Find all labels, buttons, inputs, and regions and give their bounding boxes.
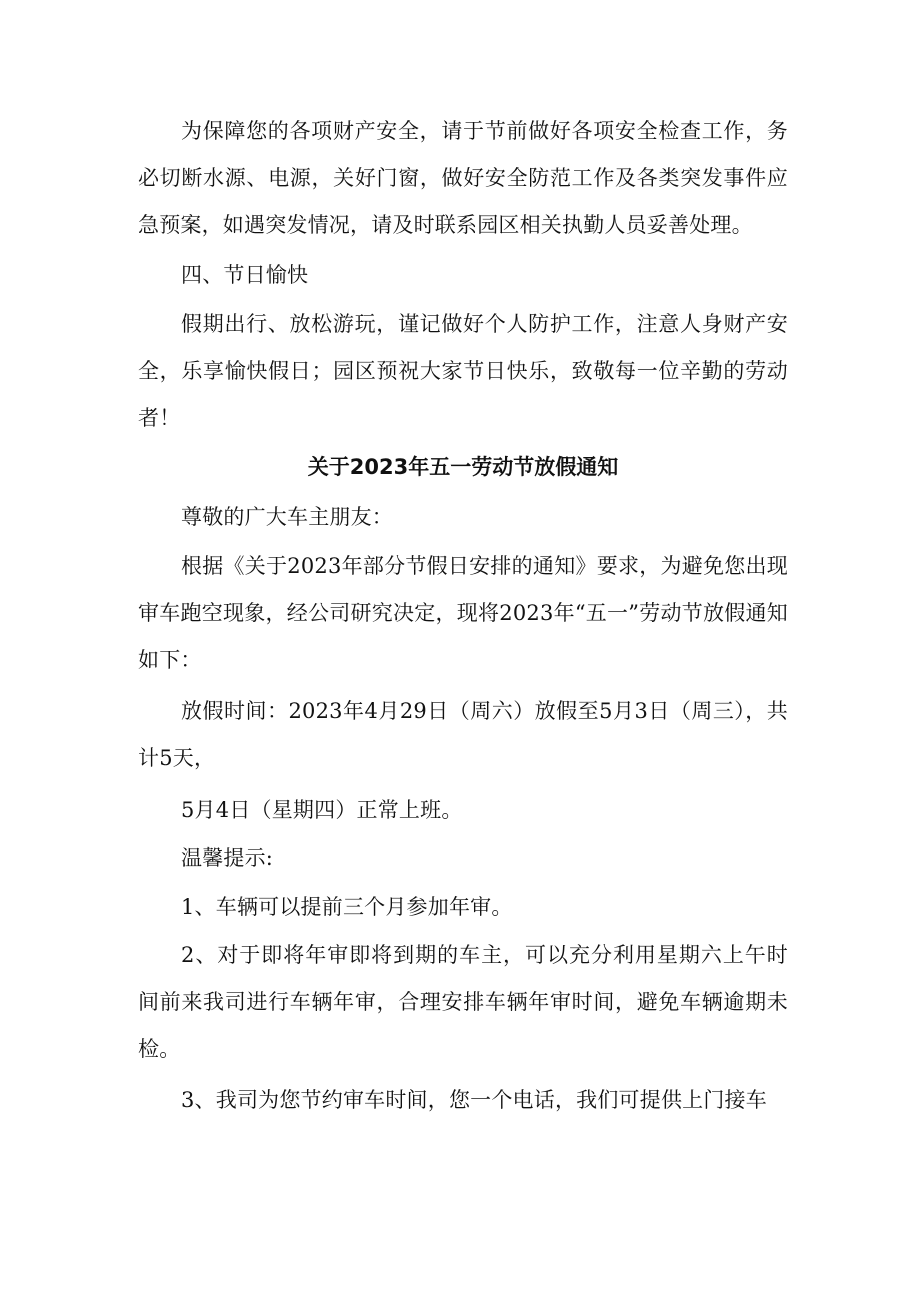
tips-heading: 温馨提示: [181,846,274,870]
notice-title: 关于2023年五一劳动节放假通知 [307,455,619,479]
tip-item: 3、我司为您节约审车时间，您一个电话，我们可提供上门接车 [181,1088,767,1112]
paragraph-safety-check: 为保障您的各项财产安全，请于节前做好各项安全检查工作，务必切断水源、电源，关好门窗，做好安全防范工作及各类突发事件应急预案，如遇突发情况，请及时联系园区相关执勤人员妥善处理。 [138,119,788,237]
paragraph-back-to-work: 5月4日（星期四）正常上班。 [181,798,463,822]
tip-item: 1、车辆可以提前三个月参加年审。 [181,895,513,919]
paragraph-travel-safety: 假期出行、放松游玩，谨记做好个人防护工作，注意人身财产安全，乐享愉快假日；园区预祝大家节日快乐，致敬每一位辛勤的劳动者！ [138,312,788,430]
tip-item: 2、对于即将年审即将到期的车主，可以充分利用星期六上午时间前来我司进行车辆年审，合理安排车辆年审时间，避免车辆逾期未检。 [138,943,788,1061]
section-heading-happy-holiday: 四、节日愉快 [181,263,309,287]
paragraph-holiday-time: 放假时间：2023年4月29日（周六）放假至5月3日（周三），共计5天， [138,699,788,770]
greeting: 尊敬的广大车主朋友： [181,505,393,529]
paragraph-intro: 根据《关于2023年部分节假日安排的通知》要求，为避免您出现审车跑空现象，经公司研究决定，现将2023年“五一”劳动节放假通知如下： [138,554,788,672]
